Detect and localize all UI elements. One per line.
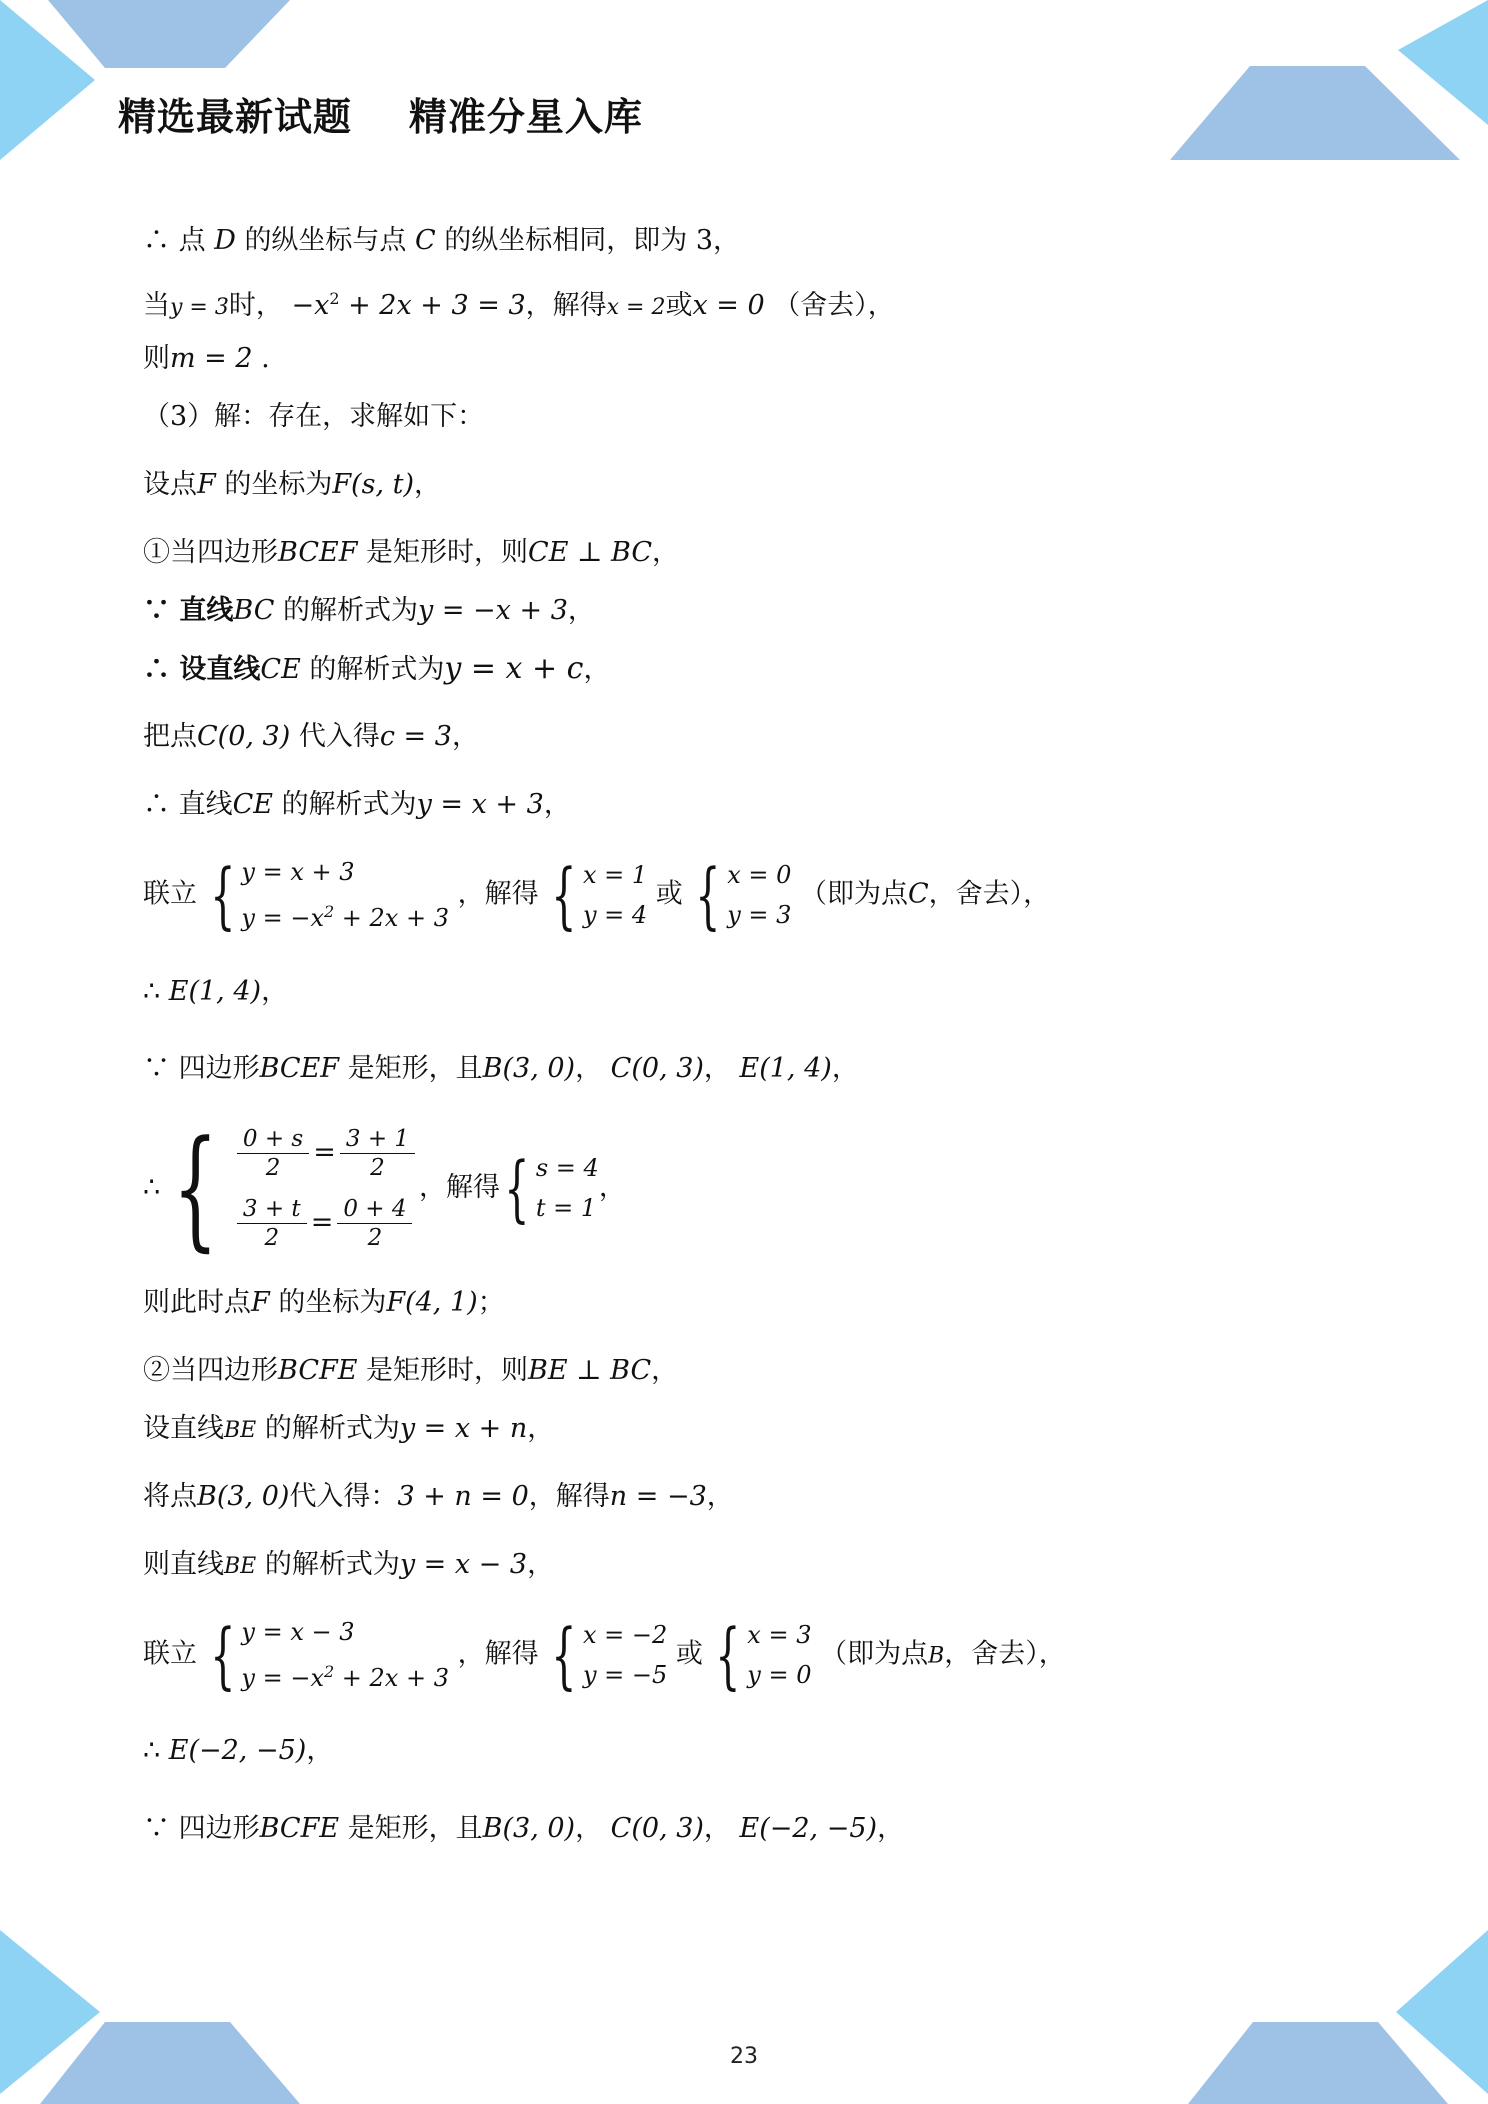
text-line: 当y = 3时， $-x^2 + 2x + 3 = 3$，解得x = 2或x = 0 （舍去），: [143, 289, 895, 321]
text-line: ①当四边形BCEF 是矩形时，则CE ⊥ BC，: [143, 537, 679, 568]
text-line: ∵ 直线BC 的解析式为y = −x + 3，: [143, 595, 595, 626]
text-line: 设点F 的坐标为F(s, t)，: [143, 469, 442, 500]
text-line: 将点B(3, 0)代入得：3 + n = 0，解得n = −3，: [143, 1481, 734, 1512]
equation-system-line: 联立 { y = x − 3 $y = -x^2 + 2x + 3$ ，解得 { x = −2 y = −5 或 { x = 3 y = 0 （即为点B，舍去），: [143, 1613, 1066, 1697]
fraction-system-line: ∴ { $\frac{0 + s}{2}$ = $\frac{3 + 1}{2}$ $\frac{3 + t}{2}$ = $\frac{0 + 4}{2}$ ，解得 { s = 4 t = 1 ，: [143, 1112, 626, 1264]
header-title: 精选最新试题 精准分星入库: [118, 95, 643, 139]
text-line: ∴ 设直线CE 的解析式为y = x + c，: [143, 651, 611, 686]
corner-decoration-top-left: [0, 0, 300, 170]
text-line: 把点C(0, 3) 代入得c = 3，: [143, 721, 479, 752]
text-line: ∴ 点 D 的纵坐标与点 C 的纵坐标相同，即为 3，: [143, 225, 741, 256]
text-line: 则m = 2 .: [143, 343, 270, 374]
text-line: 设直线BE 的解析式为y = x + n，: [143, 1413, 555, 1444]
text-line: ∴ E(−2, −5)，: [143, 1735, 334, 1766]
text-line: 则此时点F 的坐标为F(4, 1)；: [143, 1287, 505, 1318]
text-line: ∴ 直线CE 的解析式为y = x + 3，: [143, 789, 571, 820]
text-line: ②当四边形BCFE 是矩形时，则BE ⊥ BC，: [143, 1355, 679, 1386]
text-line: 则直线BE 的解析式为y = x − 3，: [143, 1549, 555, 1580]
text-line: ∵ 四边形BCEF 是矩形，且B(3, 0)， C(0, 3)， E(1, 4)，: [143, 1053, 859, 1084]
corner-decoration-bottom-left: [0, 1930, 310, 2104]
text-line: ∴ E(1, 4)，: [143, 976, 289, 1007]
equation-system-line: 联立 { y = x + 3 $y = -x^2 + 2x + 3$ ，解得 { x = 1 y = 4 或 { x = 0 y = 3 （即为点C，舍去），: [143, 853, 1051, 937]
corner-decoration-bottom-right: [1178, 1930, 1488, 2104]
text-line: （3）解：存在，求解如下：: [143, 401, 485, 432]
page-number: 23: [730, 2044, 758, 2069]
text-line: ∵ 四边形BCFE 是矩形，且B(3, 0)， C(0, 3)， E(−2, −5)，: [143, 1813, 905, 1844]
corner-decoration-top-right: [1170, 0, 1488, 170]
